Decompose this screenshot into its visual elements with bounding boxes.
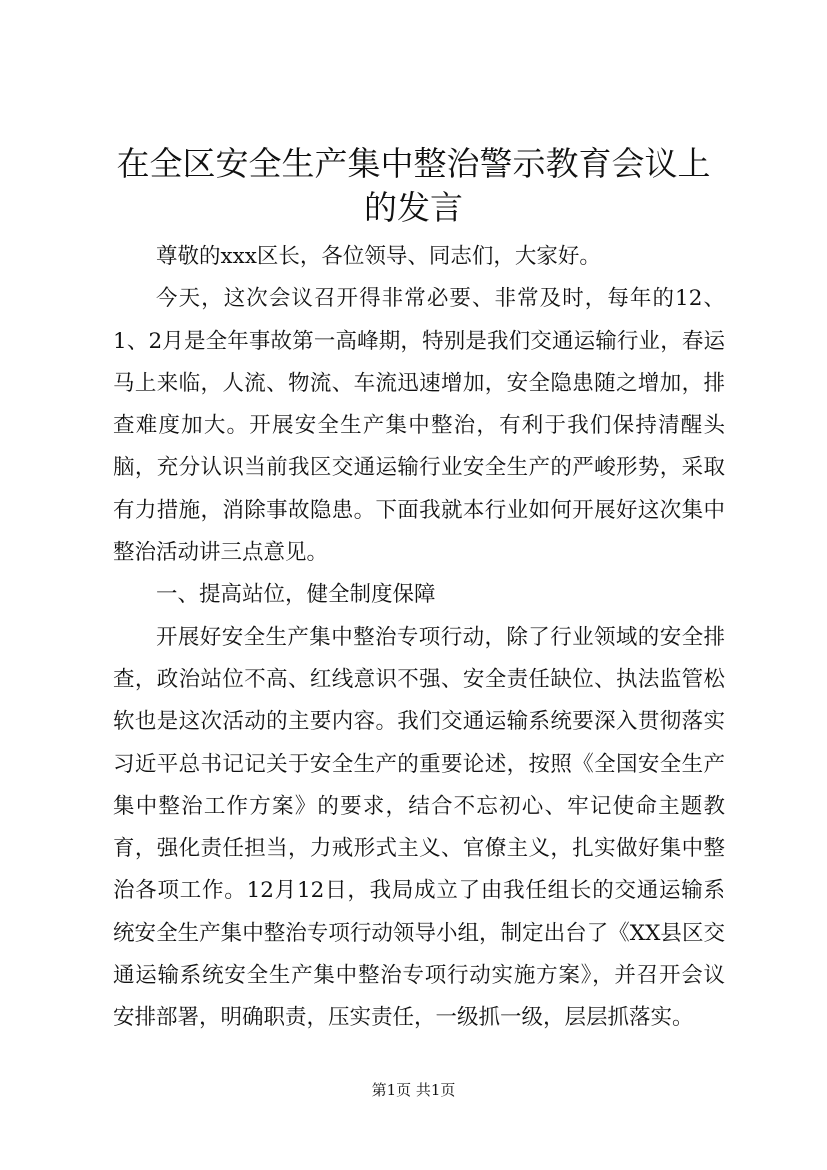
document-body	[113, 236, 725, 1040]
paragraph-greeting: 尊敬的xxx区长，各位领导、同志们，大家好。	[156, 244, 601, 269]
paragraph-intro: 今天，这次会议召开得非常必要、非常及时，每年的12、1、2月是全年事故第一高峰期，特别是我们交通运输行业，春运马上来临，人流、物流、车流迅速增加，安全隐患随之增加，排查难度加大。开展安全生产集中整治，有利于我们保持清醒头脑，充分认识当前我区交通运输行业安全生产的严峻形势，采取有力措施，消除事故隐患。下面我就本行业如何开展好这次集中整治活动讲三点意见。	[113, 286, 725, 566]
section-heading-1: 一、提高站位，健全制度保障	[156, 582, 436, 608]
page-number-footer: 第1页 共1页	[371, 1081, 456, 1099]
document-title: 在全区安全生产集中整治警示教育会议上的发言	[116, 144, 711, 227]
paragraph-section-1: 开展好安全生产集中整治专项行动，除了行业领域的安全排查，政治站位不高、红线意识不强、安全责任缺位、执法监管松软也是这次活动的主要内容。我们交通运输系统要深入贯彻落实习近平总书记记关于安全生产的重要论述，按照《全国安全生产集中整治工作方案》的要求，结合不忘初心、牢记使命主题教育，强化责任担当，力戒形式主义、官僚主义，扎实做好集中整治各项工作。12月12日，我局成立了由我任组长的交通运输系统安全生产集中整治专项行动领导小组，制定出台了《XX县区交通运输系统安全生产集中整治专项行动实施方案》，并召开会议安排部署，明确职责，压实责任，一级抓一级，层层抓落实。	[113, 624, 725, 1031]
